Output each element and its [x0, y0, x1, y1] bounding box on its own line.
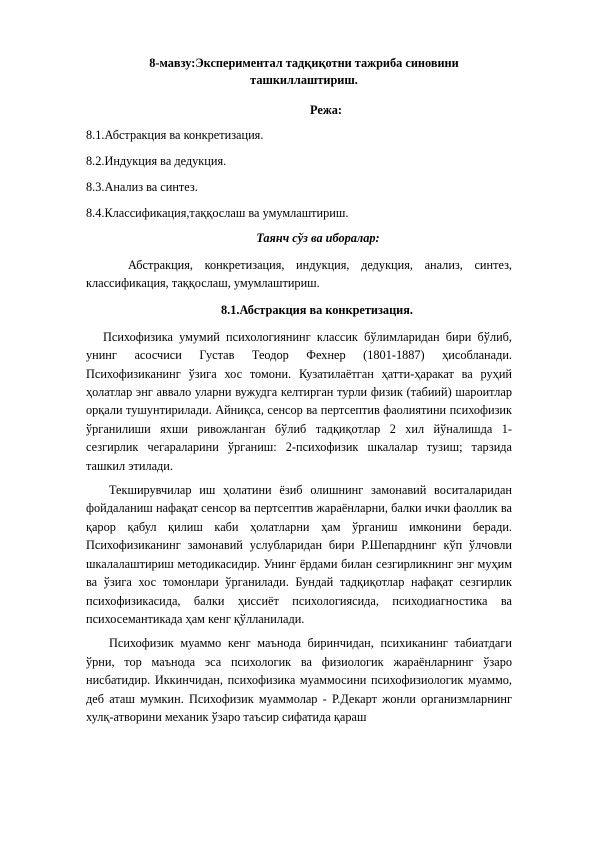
title-line-2: ташкиллаштириш. — [250, 73, 358, 87]
paragraph-2: Текширувчилар иш ҳолатини ёзиб олишнинг замонавий воситаларидан фойдаланиш нафақат сенсор ва пертсептив жараёнларни, балки ички фаоллик ва қарор қабул қилиш каби ҳолатларни ҳам ўрганиш имконини беради. Психофизиканинг замонавий услубларидан бири Р.Шепарднинг кўп ўлчовли шкалалаштириш методикасидир. Унинг ёрдами билан сезгирликнинг энг муҳим ва ўзига хос томонлари ўрганилади. Бундай тадқиқотлар нафақат сезгирлик психофизикасида, балки ҳиссиёт психологиясида, психодиагностика ва психосемантикада ҳам кенг қўлланилади. — [86, 483, 512, 626]
plan-heading: Режа: — [310, 103, 342, 117]
section-heading: 8.1.Абстракция ва конкретизация. — [221, 302, 413, 317]
plan-list — [86, 127, 512, 222]
document-page — [86, 55, 512, 726]
plan-item-3: 8.3.Анализ ва синтез. — [86, 180, 198, 194]
paragraph-3: Психофизик муаммо кенг маънода биринчидан, психиканинг табиатдаги ўрни, тор маънода эса психологик ва физиологик жараёнларнинг ўзаро нисбатидир. Иккинчидан, психофизика муаммосини психофизиологик муаммо, деб аташ мумкин. Психофизик муаммолар - Р.Декарт жонли организмларнинг хулқ-атворини механик ўзаро таъсир сифатида қараш — [86, 636, 512, 724]
keywords-text: Абстракция, конкретизация, индукция, дедукция, анализ, синтез, классификация, таққослаш, умумлаштириш. — [86, 258, 512, 291]
plan-item-2: 8.2.Индукция ва дедукция. — [86, 154, 227, 168]
plan-item-1: 8.1.Абстракция ва конкретизация. — [86, 128, 264, 142]
document-title — [86, 55, 512, 89]
paragraph-1: Психофизика умумий психологиянинг классик бўлимларидан бири бўлиб, унинг асосчиси Густав Теодор Фехнер (1801-1887) ҳисобланади. Психофизиканинг ўзига хос томони. Кузатилаётган ҳатти-ҳаракат ва руҳий ҳолатлар энг аввало уларни вужудга келтирган турли физик (табиий) шароитлар орқали тушунтирилади. Айниқса, сенсор ва пертсептив фаолиятини психофизик ўрганилиши яхши ривожланган бўлиб тадқиқотлар 2 хил йўналишда 1-сезгирлик чегараларини ўрганиш: 2-психофизик шкалалар тузиш; тарзида ташкил этилади. — [86, 329, 512, 473]
plan-item-4: 8.4.Классификация,таққослаш ва умумлаштириш. — [86, 206, 349, 220]
title-line-1: 8-мавзу:Экспериментал тадқиқотни тажриба синовини — [149, 56, 459, 70]
keywords-heading: Таянч сўз ва иборалар: — [256, 231, 380, 245]
